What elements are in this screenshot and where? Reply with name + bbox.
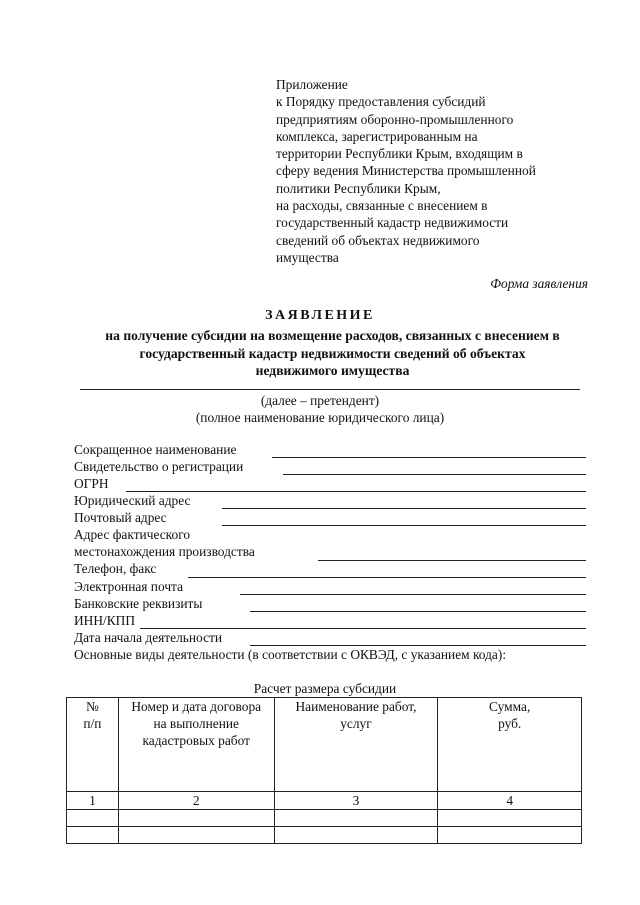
table-cell[interactable] bbox=[274, 810, 438, 827]
field-label-actual-address: Адрес фактического bbox=[74, 527, 191, 542]
field-label-phone-fax: Телефон, факс bbox=[74, 561, 157, 576]
subtitle-line: на получение субсидии на возмещение расходов, связанных с внесением в bbox=[105, 328, 560, 343]
appendix-line: Приложение bbox=[276, 77, 348, 92]
appendix-line: комплекса, зарегистрированным на bbox=[276, 128, 478, 144]
field-label-start-date: Дата начала деятельности bbox=[74, 630, 223, 645]
field-line-legal-address[interactable] bbox=[222, 508, 586, 509]
table-cell[interactable] bbox=[118, 827, 274, 844]
field-label-short-name: Сокращенное наименование bbox=[74, 442, 237, 457]
document-subtitle bbox=[40, 327, 625, 380]
appendix-line: к Порядку предоставления субсидий bbox=[276, 94, 486, 110]
table-header-row bbox=[67, 698, 582, 792]
subtitle-line: недвижимого имущества bbox=[255, 363, 410, 378]
table-cell: 4 bbox=[438, 792, 582, 810]
field-label-email: Электронная почта bbox=[74, 579, 184, 594]
form-note: Форма заявления bbox=[490, 276, 588, 291]
table-cell: 2 bbox=[118, 792, 274, 810]
table-cell[interactable] bbox=[274, 827, 438, 844]
field-line-ogrn[interactable] bbox=[126, 491, 586, 492]
field-line-inn-kpp[interactable] bbox=[140, 628, 586, 629]
subtitle-line: государственный кадастр недвижимости сведений об объектах bbox=[139, 345, 526, 361]
table-row[interactable] bbox=[67, 827, 582, 844]
table-cell[interactable] bbox=[438, 810, 582, 827]
table-number-row bbox=[67, 792, 582, 810]
appendix-line: сферу ведения Министерства промышленной bbox=[276, 163, 536, 179]
field-label-inn-kpp: ИНН/КПП bbox=[74, 613, 136, 628]
full-name-line[interactable] bbox=[80, 389, 580, 390]
appendix-line: на расходы, связанные с внесением в bbox=[276, 198, 488, 214]
table-cell[interactable] bbox=[67, 827, 119, 844]
table-cell: 1 bbox=[67, 792, 119, 810]
field-label-main-activities: Основные виды деятельности (в соответствии с ОКВЭД, с указанием кода): bbox=[74, 647, 507, 662]
field-label-postal-address: Почтовый адрес bbox=[74, 510, 167, 525]
table-cell[interactable] bbox=[67, 810, 119, 827]
appendix-line: имущества bbox=[276, 249, 339, 265]
subsidy-calculation-table bbox=[66, 697, 582, 844]
document-title: ЗАЯВЛЕНИЕ bbox=[265, 308, 375, 323]
header-number: № п/п bbox=[67, 698, 119, 792]
appendix-line: предприятиям оборонно-промышленного bbox=[276, 111, 514, 127]
header-works: Наименование работ, услуг bbox=[274, 698, 438, 792]
header-amount: Сумма, руб. bbox=[438, 698, 582, 792]
field-label-ogrn: ОГРН bbox=[74, 476, 109, 491]
field-label-bank-details: Банковские реквизиты bbox=[74, 596, 203, 611]
appendix-line: государственный кадастр недвижимости bbox=[276, 215, 509, 231]
field-line-registration[interactable] bbox=[283, 474, 586, 475]
appendix-line: политики Республики Крым, bbox=[276, 180, 441, 196]
applicant-hint: (полное наименование юридического лица) bbox=[195, 410, 445, 425]
field-line-production-location[interactable] bbox=[318, 560, 586, 561]
appendix-block bbox=[276, 76, 576, 266]
field-line-short-name[interactable] bbox=[272, 457, 586, 458]
table-caption: Расчет размера субсидии bbox=[253, 681, 397, 696]
field-line-start-date[interactable] bbox=[250, 645, 586, 646]
field-line-phone-fax[interactable] bbox=[188, 577, 586, 578]
table-row[interactable] bbox=[67, 810, 582, 827]
field-label-legal-address: Юридический адрес bbox=[74, 493, 191, 508]
table-cell: 3 bbox=[274, 792, 438, 810]
table-cell[interactable] bbox=[118, 810, 274, 827]
field-line-bank-details[interactable] bbox=[250, 611, 586, 612]
table-cell[interactable] bbox=[438, 827, 582, 844]
field-line-postal-address[interactable] bbox=[222, 525, 586, 526]
appendix-line: сведений об объектах недвижимого bbox=[276, 232, 480, 248]
field-label-production-location: местонахождения производства bbox=[74, 544, 255, 559]
appendix-line: территории Республики Крым, входящим в bbox=[276, 146, 523, 162]
field-line-email[interactable] bbox=[240, 594, 586, 595]
applicant-further: (далее – претендент) bbox=[260, 393, 380, 408]
header-contract: Номер и дата договора на выполнение кадастровых работ bbox=[118, 698, 274, 792]
field-label-registration: Свидетельство о регистрации bbox=[74, 459, 244, 474]
